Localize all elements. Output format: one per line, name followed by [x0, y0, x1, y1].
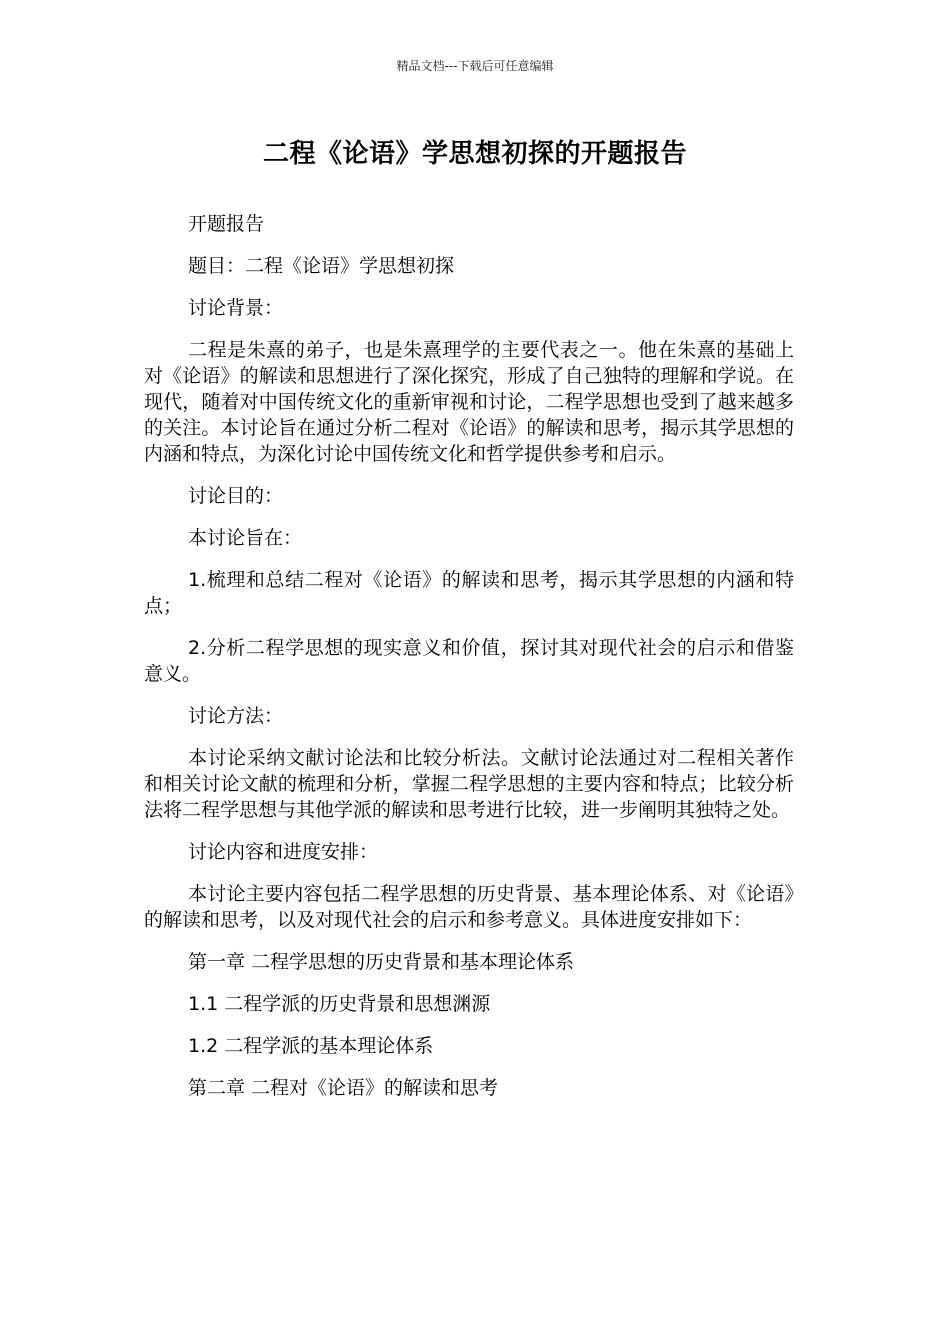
document-body: [144, 211, 794, 1117]
paragraph-report-label: 开题报告: [188, 213, 265, 235]
paragraph-content: 本讨论主要内容包括二程学思想的历史背景、基本理论体系、对《论语》的解读和思考，以及对现代社会的启示和参考意义。具体进度安排如下：: [144, 883, 794, 931]
paragraph-method: 本讨论采纳文献讨论法和比较分析法。文献讨论法通过对二程相关著作和相关讨论文献的梳理和分析，掌握二程学思想的主要内容和特点；比较分析法将二程学思想与其他学派的解读和思考进行比较，进一步阐明其独特之处。: [144, 747, 794, 821]
paragraph-chapter-2: 第二章 二程对《论语》的解读和思考: [188, 1077, 499, 1099]
header-note: 精品文档---下载后可任意编辑: [396, 59, 554, 73]
paragraph-purpose-intro: 本讨论旨在：: [188, 527, 303, 549]
paragraph-purpose-item-2: 2.分析二程学思想的现实意义和价值，探讨其对现代社会的启示和借鉴意义。: [144, 637, 794, 685]
paragraph-chapter-1: 第一章 二程学思想的历史背景和基本理论体系: [188, 951, 575, 973]
paragraph-background-heading: 讨论背景：: [188, 297, 284, 319]
paragraph-content-heading: 讨论内容和进度安排：: [188, 841, 379, 863]
paragraph-section-1-1: 1.1 二程学派的历史背景和思想渊源: [188, 993, 491, 1015]
document-title: 二程《论语》学思想初探的开题报告: [262, 139, 687, 169]
paragraph-purpose-item-1: 1.梳理和总结二程对《论语》的解读和思考，揭示其学思想的内涵和特点；: [144, 569, 794, 617]
paragraph-method-heading: 讨论方法：: [188, 705, 284, 727]
paragraph-purpose-heading: 讨论目的：: [188, 485, 284, 507]
paragraph-background: 二程是朱熹的弟子，也是朱熹理学的主要代表之一。他在朱熹的基础上对《论语》的解读和思想进行了深化探究，形成了自己独特的理解和学说。在现代，随着对中国传统文化的重新审视和讨论，二程学思想也受到了越来越多的关注。本讨论旨在通过分析二程对《论语》的解读和思考，揭示其学思想的内涵和特点，为深化讨论中国传统文化和哲学提供参考和启示。: [144, 339, 794, 465]
paragraph-section-1-2: 1.2 二程学派的基本理论体系: [188, 1035, 434, 1057]
paragraph-topic: 题目：二程《论语》学思想初探: [188, 255, 455, 277]
